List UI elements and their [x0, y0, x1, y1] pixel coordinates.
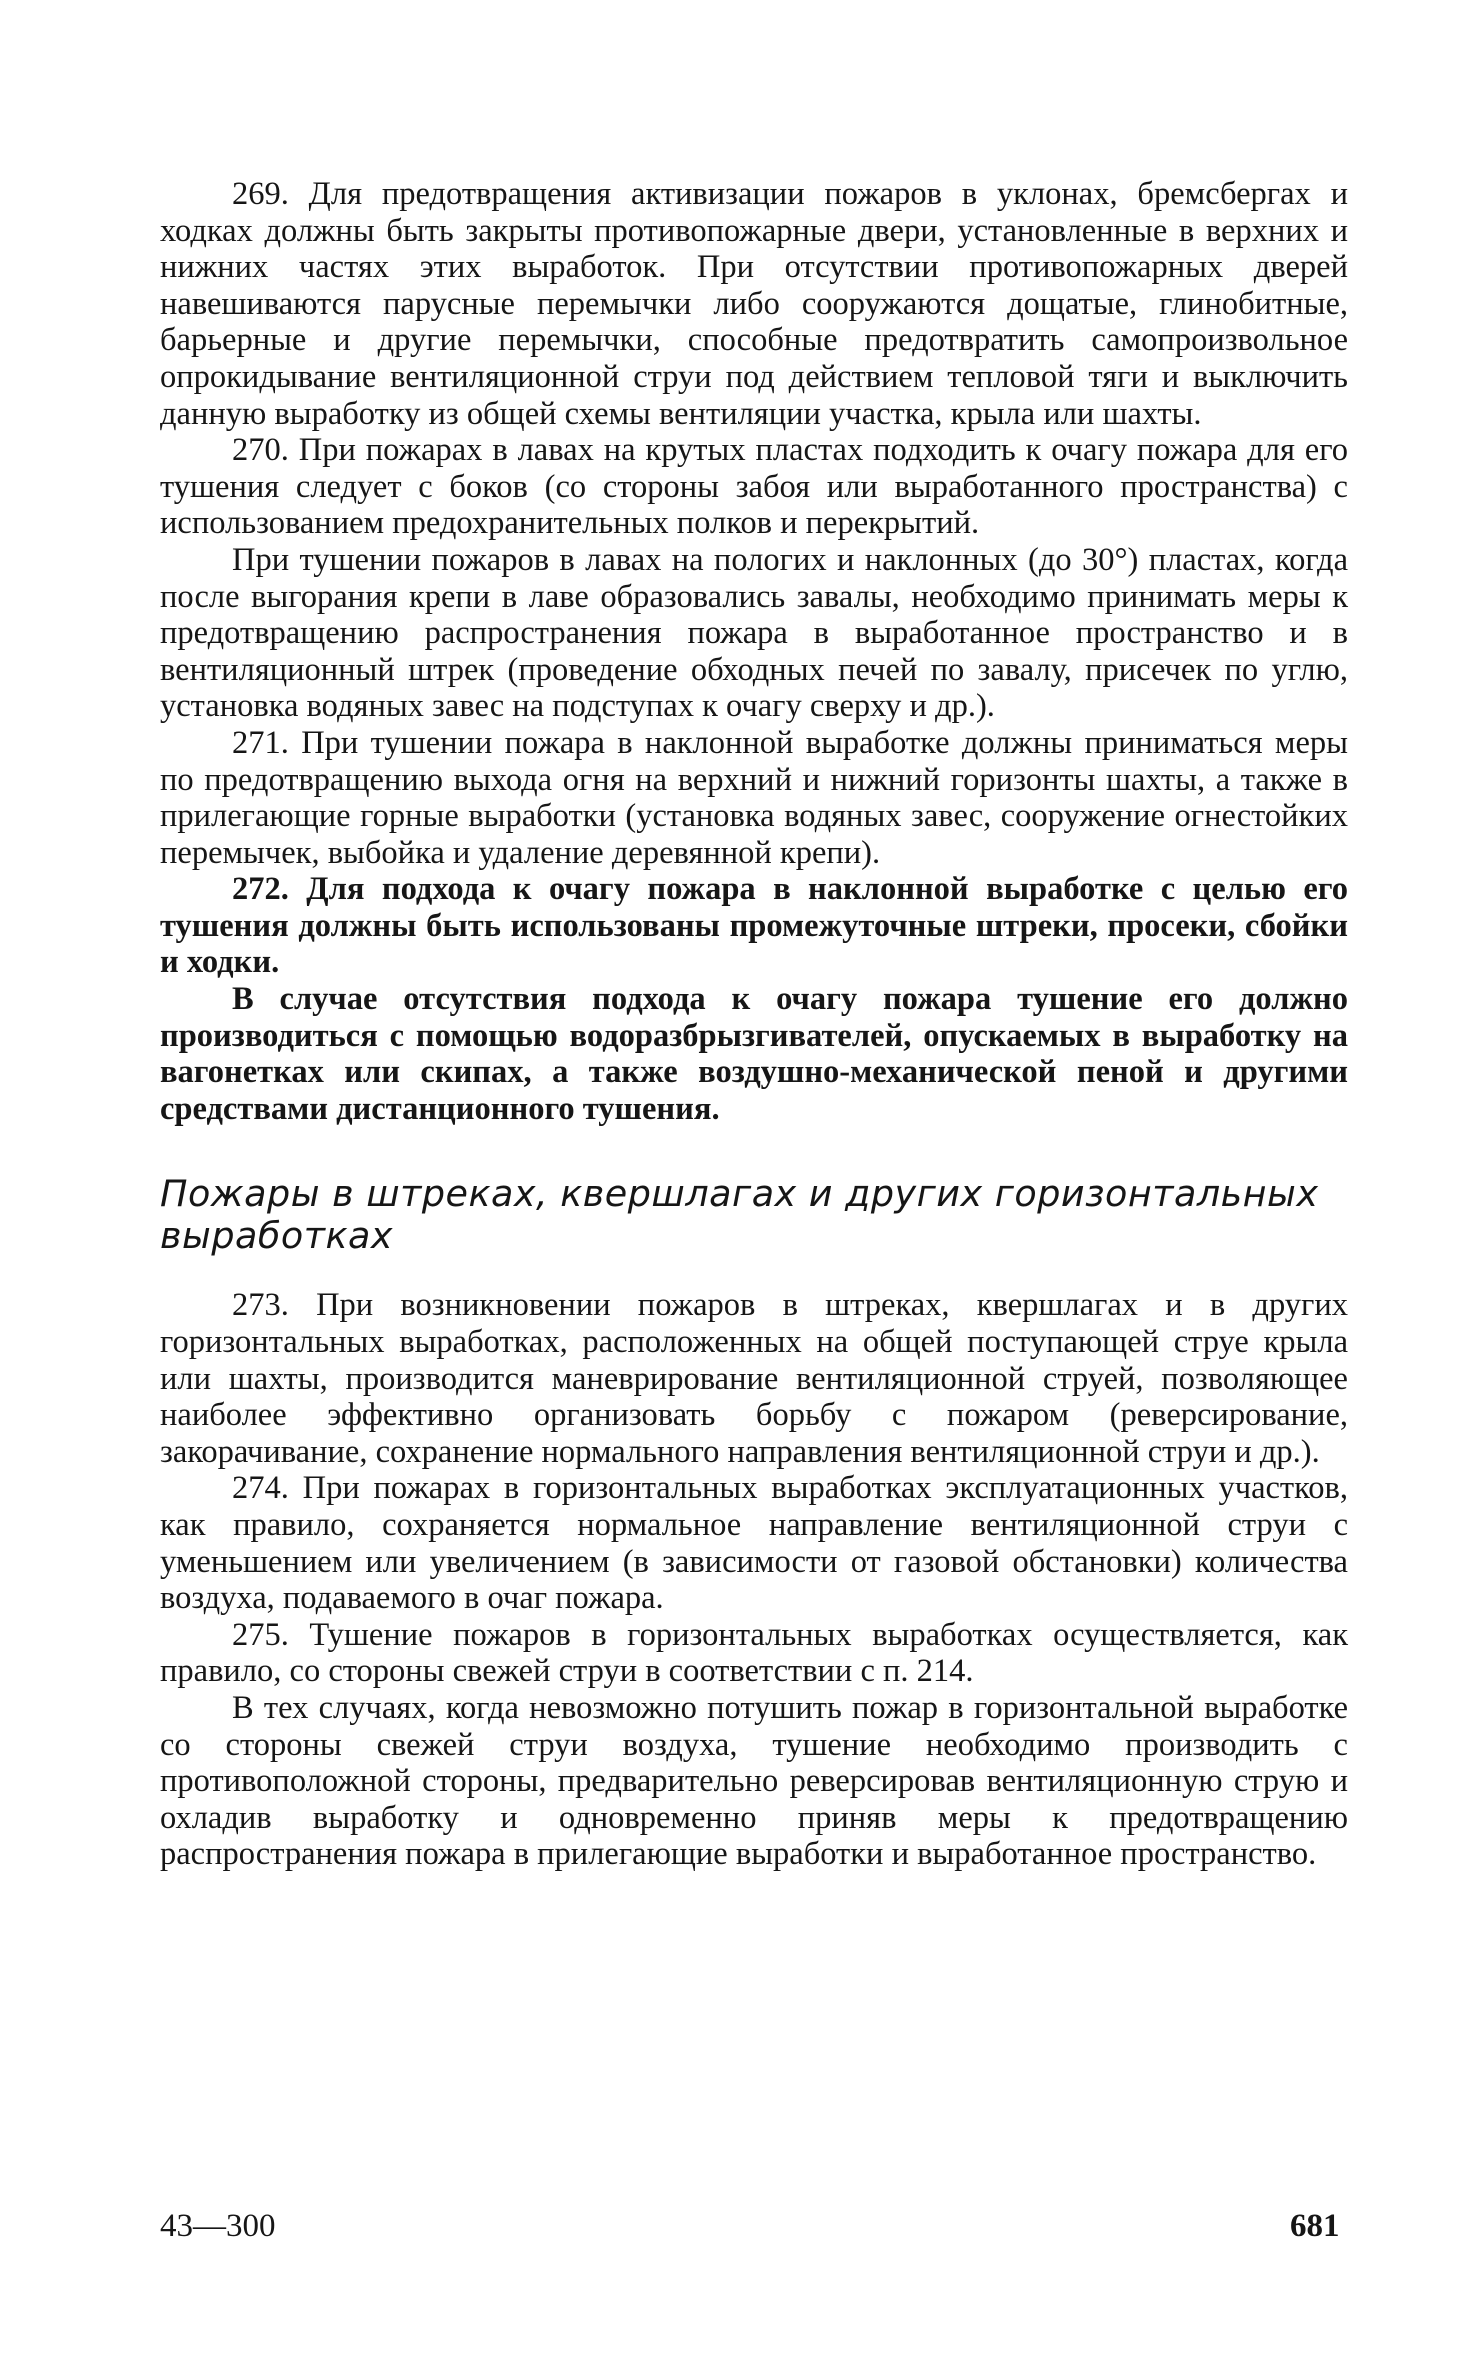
paragraph-271: 271. При тушении пожара в наклонной выработке должны приниматься меры по предотвращению выхода огня на верхний и нижний горизонты шахты, а также в прилегающие горные выработки (установка водяных завес, сооружение огнестойких перемычек, выбойка и удаление деревянной крепи).	[160, 724, 1348, 871]
paragraph-274: 274. При пожарах в горизонтальных выработках эксплуатационных участков, как правило, сохраняется нормальное направление вентиляционной струи с уменьшением или увеличением (в зависимости от газовой обстановки) количества воздуха, подаваемого в очаг пожара.	[160, 1470, 1348, 1617]
paragraph-275-cont: В тех случаях, когда невозможно потушить пожар в горизонтальной выработке со стороны свежей струи воздуха, тушение необходимо производить с противоположной стороны, предварительно реверсировав вентиляционную струю и охладив выработку и одновременно приняв меры к предотвращению распространения пожара в прилегающие выработки и выработанное пространство.	[160, 1689, 1348, 1873]
paragraph-273: 273. При возникновении пожаров в штреках, квершлагах и в других горизонтальных выработках, расположенных на общей поступающей струе крыла или шахты, производится маневрирование вентиляционной струей, позволяющее наиболее эффективно организовать борьбу с пожаром (реверсирование, закорачивание, сохранение нормального направления вентиляционной струи и др.).	[160, 1287, 1348, 1470]
paragraph-272-cont: В случае отсутствия подхода к очагу пожара тушение его должно производиться с помощью водоразбрызгивателей, опускаемых в выработку на вагонетках или скипах, а также воздушно-механической пеной и другими средствами дистанционного тушения.	[160, 981, 1348, 1127]
paragraph-275: 275. Тушение пожаров в горизонтальных выработках осуществляется, как правило, со стороны свежей струи в соответствии с п. 214.	[160, 1616, 1348, 1690]
page-number: 681	[1290, 2208, 1340, 2244]
paragraph-270: 270. При пожарах в лавах на крутых пластах подходить к очагу пожара для его тушения следует с боков (со стороны забоя или выработанного пространства) с использованием предохранительных полков и перекрытий.	[160, 432, 1348, 542]
paragraph-272: 272. Для подхода к очагу пожара в наклонной выработке с целью его тушения должны быть использованы промежуточные штреки, просеки, сбойки и ходки.	[160, 871, 1348, 981]
text-body	[160, 176, 1348, 1873]
paragraph-269: 269. Для предотвращения активизации пожаров в уклонах, бремсбергах и ходках должны быть закрыты противопожарные двери, установленные в верхних и нижних частях этих выработок. При отсутствии противопожарных дверей навешиваются парусные перемычки либо сооружаются дощатые, глинобитные, барьерные и другие перемычки, способные предотвратить самопроизвольное опрокидывание вентиляционной струи под действием тепловой тяги и выключить данную выработку из общей схемы вентиляции участка, крыла или шахты.	[160, 176, 1348, 432]
section-heading: Пожары в штреках, квершлагах и других горизонтальных выработках	[160, 1172, 1319, 1258]
printer-signature: 43—300	[160, 2208, 276, 2244]
paragraph-270-cont: При тушении пожаров в лавах на пологих и наклонных (до 30°) пластах, когда после выгорания крепи в лаве образовались завалы, необходимо принимать меры к предотвращению распространения пожара в выработанное пространство и в вентиляционный штрек (проведение обходных печей по завалу, присечек по углю, установка водяных завес на подступах к очагу сверху и др.).	[160, 541, 1348, 725]
